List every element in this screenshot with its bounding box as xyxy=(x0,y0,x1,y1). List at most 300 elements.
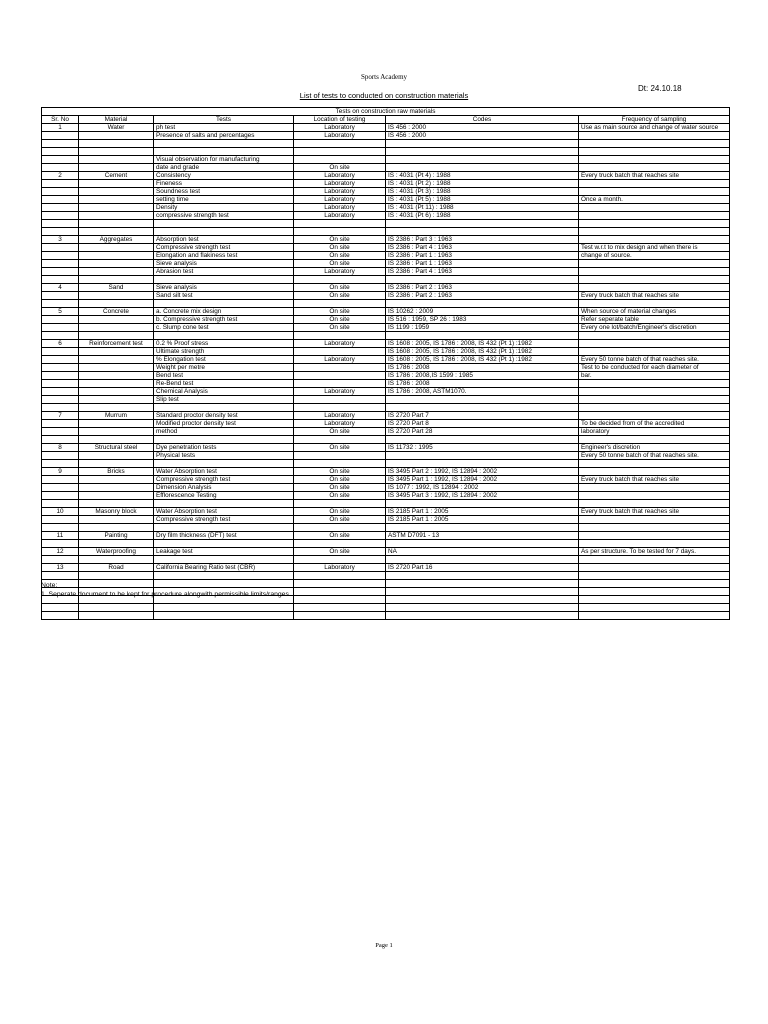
cell-frequency xyxy=(579,564,730,572)
cell-location: On site xyxy=(294,476,386,484)
cell-sr-no xyxy=(42,316,79,324)
cell-frequency xyxy=(579,612,730,620)
table-row xyxy=(42,260,730,268)
cell-codes xyxy=(386,556,579,564)
cell-codes: IS 3495 Part 2 : 1992, IS 12894 : 2002 xyxy=(386,468,579,476)
cell-material: Concrete xyxy=(79,308,154,316)
table-row xyxy=(42,452,730,460)
cell-tests: Leakage test xyxy=(154,548,294,556)
cell-sr-no xyxy=(42,204,79,212)
cell-frequency xyxy=(579,492,730,500)
cell-material xyxy=(79,180,154,188)
cell-frequency: laboratory xyxy=(579,428,730,436)
cell-material: Waterproofing xyxy=(79,548,154,556)
cell-tests: Abrasion test xyxy=(154,268,294,276)
cell-tests: Standard proctor density test xyxy=(154,412,294,420)
cell-location: On site xyxy=(294,492,386,500)
cell-sr-no xyxy=(42,420,79,428)
table-row xyxy=(42,532,730,540)
cell-tests xyxy=(154,460,294,468)
table-header-row xyxy=(42,116,730,124)
cell-material xyxy=(79,164,154,172)
column-header-location: Location of testing xyxy=(294,116,386,124)
cell-frequency xyxy=(579,156,730,164)
cell-sr-no xyxy=(42,252,79,260)
cell-tests: compressive strength test xyxy=(154,212,294,220)
sheet-title: Sports Academy xyxy=(360,73,408,81)
table-row xyxy=(42,556,730,564)
cell-sr-no xyxy=(42,556,79,564)
cell-location xyxy=(294,540,386,548)
cell-material xyxy=(79,324,154,332)
table-row xyxy=(42,396,730,404)
cell-codes xyxy=(386,596,579,604)
cell-sr-no: 3 xyxy=(42,236,79,244)
cell-location xyxy=(294,404,386,412)
cell-location: On site xyxy=(294,516,386,524)
cell-tests: Bend test xyxy=(154,372,294,380)
cell-location: Laboratory xyxy=(294,412,386,420)
cell-tests: Modified proctor density test xyxy=(154,420,294,428)
table-row xyxy=(42,140,730,148)
table-row xyxy=(42,428,730,436)
table-row xyxy=(42,188,730,196)
cell-sr-no xyxy=(42,244,79,252)
cell-tests: Water Absorption test xyxy=(154,508,294,516)
cell-frequency xyxy=(579,276,730,284)
cell-material: Murrum xyxy=(79,412,154,420)
cell-frequency xyxy=(579,228,730,236)
cell-frequency xyxy=(579,260,730,268)
table-row xyxy=(42,220,730,228)
cell-material xyxy=(79,252,154,260)
table-row xyxy=(42,340,730,348)
cell-sr-no xyxy=(42,500,79,508)
cell-frequency: As per structure. To be tested for 7 days. xyxy=(579,548,730,556)
table-row xyxy=(42,308,730,316)
cell-tests xyxy=(154,148,294,156)
cell-tests xyxy=(154,556,294,564)
cell-tests: ph test xyxy=(154,124,294,132)
table-row xyxy=(42,212,730,220)
cell-location: Laboratory xyxy=(294,180,386,188)
cell-sr-no xyxy=(42,212,79,220)
cell-codes xyxy=(386,500,579,508)
cell-sr-no xyxy=(42,388,79,396)
cell-codes xyxy=(386,572,579,580)
cell-material xyxy=(79,132,154,140)
cell-frequency xyxy=(579,332,730,340)
cell-location: Laboratory xyxy=(294,356,386,364)
cell-location xyxy=(294,524,386,532)
cell-frequency xyxy=(579,348,730,356)
cell-location xyxy=(294,300,386,308)
cell-codes: IS : 4031 (Pt 6) : 1988 xyxy=(386,212,579,220)
cell-material xyxy=(79,292,154,300)
cell-material xyxy=(79,572,154,580)
table-row xyxy=(42,476,730,484)
cell-tests: Fineness xyxy=(154,180,294,188)
cell-tests xyxy=(154,612,294,620)
cell-codes: IS 2386 : Part 1 : 1963 xyxy=(386,252,579,260)
cell-sr-no xyxy=(42,324,79,332)
cell-location xyxy=(294,228,386,236)
cell-frequency xyxy=(579,388,730,396)
cell-codes: IS 1608 : 2005, IS 1786 : 2008, IS 432 (Pt 1) :1982 xyxy=(386,340,579,348)
cell-sr-no xyxy=(42,228,79,236)
cell-codes: IS 1608 : 2005, IS 1786 : 2008, IS 432 (Pt 1) :1982 xyxy=(386,356,579,364)
column-header-sr-no: Sr. No xyxy=(42,116,79,124)
cell-frequency xyxy=(579,180,730,188)
cell-material xyxy=(79,220,154,228)
cell-sr-no xyxy=(42,188,79,196)
cell-frequency: Every one lot/batch/Engineer's discretion xyxy=(579,324,730,332)
cell-location xyxy=(294,364,386,372)
cell-frequency: Every 50 tonne batch of that reaches site. xyxy=(579,452,730,460)
cell-material xyxy=(79,436,154,444)
cell-codes: IS 1199 : 1959 xyxy=(386,324,579,332)
cell-sr-no xyxy=(42,276,79,284)
table-row xyxy=(42,164,730,172)
cell-frequency: Test to be conducted for each diameter of xyxy=(579,364,730,372)
cell-tests: Sieve analysis xyxy=(154,284,294,292)
cell-location: On site xyxy=(294,164,386,172)
cell-frequency xyxy=(579,580,730,588)
cell-tests: Absorption test xyxy=(154,236,294,244)
table-row xyxy=(42,468,730,476)
cell-codes xyxy=(386,228,579,236)
cell-tests: Slip test xyxy=(154,396,294,404)
table-row xyxy=(42,148,730,156)
cell-frequency: Every truck batch that reaches site xyxy=(579,172,730,180)
table-row xyxy=(42,484,730,492)
table-row xyxy=(42,524,730,532)
cell-location: On site xyxy=(294,548,386,556)
document-title: List of tests to conducted on construction materials xyxy=(299,91,469,100)
cell-location xyxy=(294,348,386,356)
cell-location: On site xyxy=(294,532,386,540)
cell-location: On site xyxy=(294,236,386,244)
cell-location: On site xyxy=(294,468,386,476)
cell-location: Laboratory xyxy=(294,212,386,220)
cell-location xyxy=(294,436,386,444)
cell-codes: IS 2386 : Part 1 : 1963 xyxy=(386,260,579,268)
cell-location xyxy=(294,396,386,404)
cell-material xyxy=(79,204,154,212)
table-row xyxy=(42,124,730,132)
cell-frequency: Test w.r.t to mix design and when there is xyxy=(579,244,730,252)
table-row xyxy=(42,228,730,236)
cell-sr-no xyxy=(42,516,79,524)
cell-sr-no xyxy=(42,140,79,148)
cell-location xyxy=(294,612,386,620)
cell-material xyxy=(79,540,154,548)
table-row xyxy=(42,316,730,324)
cell-material xyxy=(79,388,154,396)
cell-location xyxy=(294,580,386,588)
cell-frequency xyxy=(579,380,730,388)
cell-codes: IS : 4031 (Pt 11) : 1988 xyxy=(386,204,579,212)
cell-frequency: Every truck batch that reaches site xyxy=(579,476,730,484)
cell-tests xyxy=(154,300,294,308)
cell-location: On site xyxy=(294,508,386,516)
table-row xyxy=(42,324,730,332)
cell-frequency: To be decided from of the accredited xyxy=(579,420,730,428)
cell-frequency xyxy=(579,468,730,476)
cell-location: Laboratory xyxy=(294,124,386,132)
cell-material xyxy=(79,276,154,284)
cell-sr-no xyxy=(42,396,79,404)
cell-tests: Water Absorption test xyxy=(154,468,294,476)
cell-material: Masonry block xyxy=(79,508,154,516)
table-row xyxy=(42,252,730,260)
cell-sr-no xyxy=(42,348,79,356)
cell-material: Reinforcement test xyxy=(79,340,154,348)
cell-frequency xyxy=(579,532,730,540)
table-banner: Tests on construction raw materials xyxy=(42,108,730,116)
cell-codes xyxy=(386,148,579,156)
cell-material xyxy=(79,484,154,492)
cell-tests xyxy=(154,276,294,284)
cell-codes: IS 2720 Part 7 xyxy=(386,412,579,420)
cell-codes xyxy=(386,524,579,532)
cell-sr-no: 8 xyxy=(42,444,79,452)
cell-location: Laboratory xyxy=(294,204,386,212)
cell-codes: IS 456 : 2000 xyxy=(386,132,579,140)
cell-frequency xyxy=(579,188,730,196)
table-row xyxy=(42,172,730,180)
table-row xyxy=(42,604,730,612)
cell-codes: IS 1786 : 2008, ASTM1070. xyxy=(386,388,579,396)
cell-sr-no: 4 xyxy=(42,284,79,292)
cell-codes: IS : 4031 (Pt 4) : 1988 xyxy=(386,172,579,180)
cell-sr-no xyxy=(42,156,79,164)
cell-codes xyxy=(386,156,579,164)
cell-frequency xyxy=(579,284,730,292)
cell-codes xyxy=(386,540,579,548)
table-row xyxy=(42,364,730,372)
cell-sr-no xyxy=(42,612,79,620)
cell-material xyxy=(79,404,154,412)
cell-sr-no xyxy=(42,484,79,492)
cell-material xyxy=(79,516,154,524)
cell-frequency xyxy=(579,556,730,564)
cell-material xyxy=(79,268,154,276)
table-row xyxy=(42,460,730,468)
cell-tests: Presence of salts and percentages xyxy=(154,132,294,140)
cell-tests xyxy=(154,540,294,548)
cell-tests: Compressive strength test xyxy=(154,516,294,524)
notes-label: Note: xyxy=(41,582,58,589)
cell-location: On site xyxy=(294,260,386,268)
cell-sr-no xyxy=(42,180,79,188)
cell-material xyxy=(79,196,154,204)
cell-material xyxy=(79,396,154,404)
cell-sr-no xyxy=(42,492,79,500)
cell-location: On site xyxy=(294,252,386,260)
cell-codes: NA xyxy=(386,548,579,556)
cell-tests: Compressive strength test xyxy=(154,476,294,484)
cell-frequency xyxy=(579,220,730,228)
tests-table xyxy=(41,107,730,620)
cell-frequency xyxy=(579,588,730,596)
cell-sr-no xyxy=(42,132,79,140)
document-date: Dt: 24.10.18 xyxy=(638,84,682,93)
cell-codes: IS 10262 : 2009 xyxy=(386,308,579,316)
cell-sr-no xyxy=(42,476,79,484)
cell-codes: IS 1786 : 2008 xyxy=(386,380,579,388)
cell-tests: Dry film thickness (DFT) test xyxy=(154,532,294,540)
cell-material xyxy=(79,332,154,340)
cell-tests: Compressive strength test xyxy=(154,244,294,252)
note-item: 1. Seperate document to be kept for procedure alongwith permissible limits/ranges. xyxy=(41,590,291,598)
cell-sr-no xyxy=(42,380,79,388)
cell-location xyxy=(294,572,386,580)
cell-frequency xyxy=(579,236,730,244)
cell-tests: Weight per metre xyxy=(154,364,294,372)
cell-frequency xyxy=(579,164,730,172)
table-row xyxy=(42,572,730,580)
cell-material xyxy=(79,140,154,148)
cell-location: Laboratory xyxy=(294,388,386,396)
cell-material xyxy=(79,372,154,380)
cell-tests xyxy=(154,140,294,148)
cell-codes: IS 456 : 2000 xyxy=(386,124,579,132)
cell-material: Painting xyxy=(79,532,154,540)
cell-sr-no xyxy=(42,572,79,580)
cell-sr-no xyxy=(42,428,79,436)
cell-frequency xyxy=(579,540,730,548)
cell-material xyxy=(79,212,154,220)
cell-frequency xyxy=(579,396,730,404)
cell-frequency: Every 50 tonne batch of that reaches site. xyxy=(579,356,730,364)
cell-material xyxy=(79,188,154,196)
cell-tests: Sand silt test xyxy=(154,292,294,300)
cell-codes: IS 2720 Part 28 xyxy=(386,428,579,436)
table-row xyxy=(42,356,730,364)
cell-location: On site xyxy=(294,428,386,436)
cell-frequency: change of source. xyxy=(579,252,730,260)
cell-frequency xyxy=(579,204,730,212)
cell-material xyxy=(79,500,154,508)
cell-location: Laboratory xyxy=(294,420,386,428)
cell-sr-no xyxy=(42,292,79,300)
tests-table-body xyxy=(42,108,730,620)
column-header-frequency: Frequency of sampling xyxy=(579,116,730,124)
cell-sr-no: 1 xyxy=(42,124,79,132)
cell-sr-no xyxy=(42,540,79,548)
cell-sr-no xyxy=(42,372,79,380)
cell-frequency xyxy=(579,132,730,140)
cell-frequency xyxy=(579,596,730,604)
cell-codes xyxy=(386,588,579,596)
cell-tests: Sieve analysis xyxy=(154,260,294,268)
cell-material: Road xyxy=(79,564,154,572)
cell-sr-no xyxy=(42,196,79,204)
cell-material: Aggregates xyxy=(79,236,154,244)
cell-sr-no xyxy=(42,148,79,156)
cell-tests: % Elongation test xyxy=(154,356,294,364)
cell-material xyxy=(79,380,154,388)
table-row xyxy=(42,564,730,572)
table-row xyxy=(42,196,730,204)
cell-sr-no: 11 xyxy=(42,532,79,540)
cell-tests: Physical tests xyxy=(154,452,294,460)
cell-location xyxy=(294,556,386,564)
cell-material: Bricks xyxy=(79,468,154,476)
cell-codes: IS 2386 : Part 4 : 1963 xyxy=(386,244,579,252)
cell-codes: IS 2386 : Part 4 : 1963 xyxy=(386,268,579,276)
cell-location xyxy=(294,220,386,228)
cell-codes xyxy=(386,140,579,148)
cell-location xyxy=(294,380,386,388)
cell-sr-no: 13 xyxy=(42,564,79,572)
cell-tests xyxy=(154,524,294,532)
cell-codes: IS 1786 : 2008 xyxy=(386,364,579,372)
cell-sr-no: 5 xyxy=(42,308,79,316)
cell-location: On site xyxy=(294,308,386,316)
cell-codes: IS 2720 Part 8 xyxy=(386,420,579,428)
cell-location: On site xyxy=(294,292,386,300)
cell-location xyxy=(294,588,386,596)
cell-location: Laboratory xyxy=(294,196,386,204)
cell-frequency xyxy=(579,436,730,444)
table-row xyxy=(42,612,730,620)
table-row xyxy=(42,132,730,140)
cell-codes: IS 2185 Part 1 : 2005 xyxy=(386,508,579,516)
cell-sr-no: 10 xyxy=(42,508,79,516)
cell-codes: IS 2720 Part 16 xyxy=(386,564,579,572)
table-row xyxy=(42,508,730,516)
cell-tests xyxy=(154,228,294,236)
table-row xyxy=(42,332,730,340)
cell-location: On site xyxy=(294,284,386,292)
cell-location xyxy=(294,500,386,508)
cell-tests: Consistency xyxy=(154,172,294,180)
table-row xyxy=(42,292,730,300)
cell-tests: Visual observation for manufacturing xyxy=(154,156,294,164)
cell-codes xyxy=(386,300,579,308)
cell-location: On site xyxy=(294,444,386,452)
table-row xyxy=(42,540,730,548)
table-banner-row xyxy=(42,108,730,116)
cell-codes: IS 1077 : 1992, IS 12894 : 2002 xyxy=(386,484,579,492)
cell-tests xyxy=(154,404,294,412)
cell-sr-no xyxy=(42,164,79,172)
cell-material xyxy=(79,556,154,564)
cell-sr-no xyxy=(42,404,79,412)
cell-sr-no: 9 xyxy=(42,468,79,476)
cell-frequency xyxy=(579,340,730,348)
cell-frequency: Every truck batch that reaches site xyxy=(579,508,730,516)
cell-location: Laboratory xyxy=(294,340,386,348)
cell-codes: IS 11732 : 1995 xyxy=(386,444,579,452)
cell-material: Sand xyxy=(79,284,154,292)
cell-location: On site xyxy=(294,324,386,332)
cell-sr-no xyxy=(42,300,79,308)
cell-location xyxy=(294,148,386,156)
cell-codes xyxy=(386,436,579,444)
cell-tests: Ultimate strength xyxy=(154,348,294,356)
cell-tests: Dye penetration tests xyxy=(154,444,294,452)
cell-sr-no xyxy=(42,524,79,532)
cell-codes: IS : 4031 (Pt 2) : 1988 xyxy=(386,180,579,188)
cell-material xyxy=(79,460,154,468)
cell-material xyxy=(79,604,154,612)
cell-frequency xyxy=(579,404,730,412)
table-row xyxy=(42,412,730,420)
cell-tests: setting time xyxy=(154,196,294,204)
